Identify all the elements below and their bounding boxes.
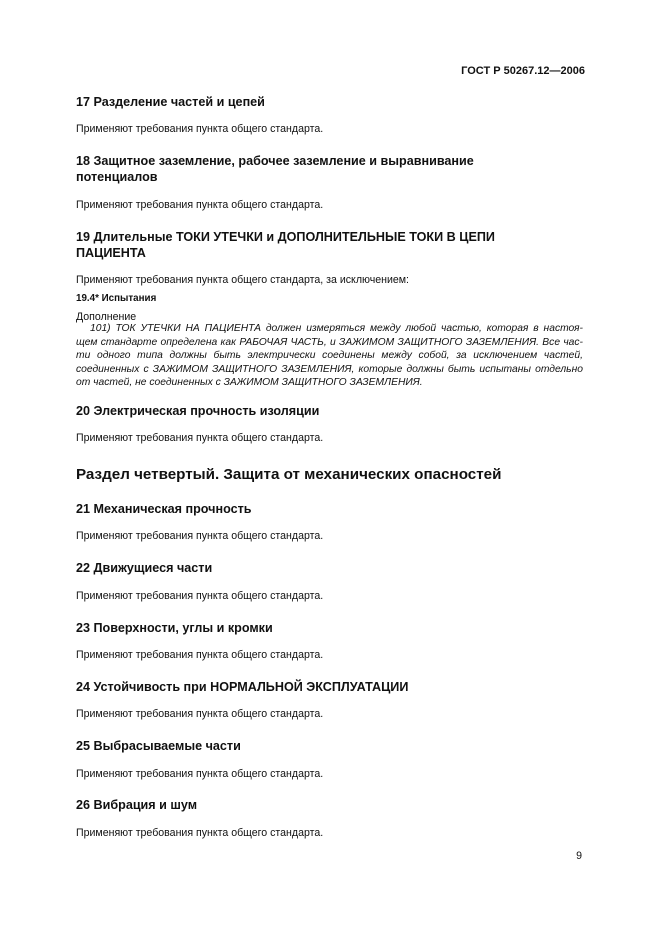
addition-line: ти одного типа должны быть электрически соединены между собой, за исключением частей, [76,350,583,362]
section-21-body: Применяют требования пункта общего стандарта. [76,530,324,542]
section-19-title-line1: 19 Длительные ТОКИ УТЕЧКИ и ДОПОЛНИТЕЛЬНЫЕ ТОКИ В ЦЕПИ [76,230,495,244]
page-number: 9 [576,850,582,862]
section-25-title: 25 Выбрасываемые части [76,739,241,753]
section-24-body: Применяют требования пункта общего стандарта. [76,708,324,720]
section-18-title-line1: 18 Защитное заземление, рабочее заземление и выравнивание [76,154,474,168]
section-24-title: 24 Устойчивость при НОРМАЛЬНОЙ ЭКСПЛУАТАЦИИ [76,680,409,694]
subsection-19-4-heading: 19.4* Испытания [76,293,157,304]
section-19-body: Применяют требования пункта общего стандарта, за исключением: [76,274,410,286]
addition-label: Дополнение [76,311,137,323]
addition-line: 101) ТОК УТЕЧКИ НА ПАЦИЕНТА должен измеряться между любой частью, которая в настоя- [90,323,583,334]
addition-line: щем стандарте определена как РАБОЧАЯ ЧАСТЬ, и ЗАЖИМОМ ЗАЩИТНОГО ЗАЗЕМЛЕНИЯ. Все час- [76,336,583,348]
section-23-body: Применяют требования пункта общего стандарта. [76,649,324,661]
section-22-body: Применяют требования пункта общего стандарта. [76,590,324,602]
addition-line: соединенных с ЗАЖИМОМ ЗАЩИТНОГО ЗАЗЕМЛЕНИЯ, которые должны быть испытаны отдельно [76,363,583,375]
section-18-title-line2: потенциалов [76,170,158,184]
section-19-title-line2: ПАЦИЕНТА [76,246,146,260]
addition-line: от частей, не соединенных с ЗАЖИМОМ ЗАЩИТНОГО ЗАЗЕМЛЕНИЯ. [76,377,423,389]
section-17-title: 17 Разделение частей и цепей [76,95,265,109]
section-20-body: Применяют требования пункта общего стандарта. [76,432,324,444]
section-18-body: Применяют требования пункта общего стандарта. [76,199,324,211]
standard-id-header: ГОСТ Р 50267.12—2006 [461,65,585,77]
part-4-title: Раздел четвертый. Защита от механических опасностей [76,466,502,483]
section-17-body: Применяют требования пункта общего стандарта. [76,123,324,135]
section-23-title: 23 Поверхности, углы и кромки [76,621,273,635]
section-25-body: Применяют требования пункта общего стандарта. [76,768,324,780]
section-26-body: Применяют требования пункта общего стандарта. [76,827,324,839]
section-20-title: 20 Электрическая прочность изоляции [76,404,320,418]
section-22-title: 22 Движущиеся части [76,561,213,575]
section-21-title: 21 Механическая прочность [76,502,252,516]
addition-text [76,322,583,390]
section-26-title: 26 Вибрация и шум [76,798,198,812]
